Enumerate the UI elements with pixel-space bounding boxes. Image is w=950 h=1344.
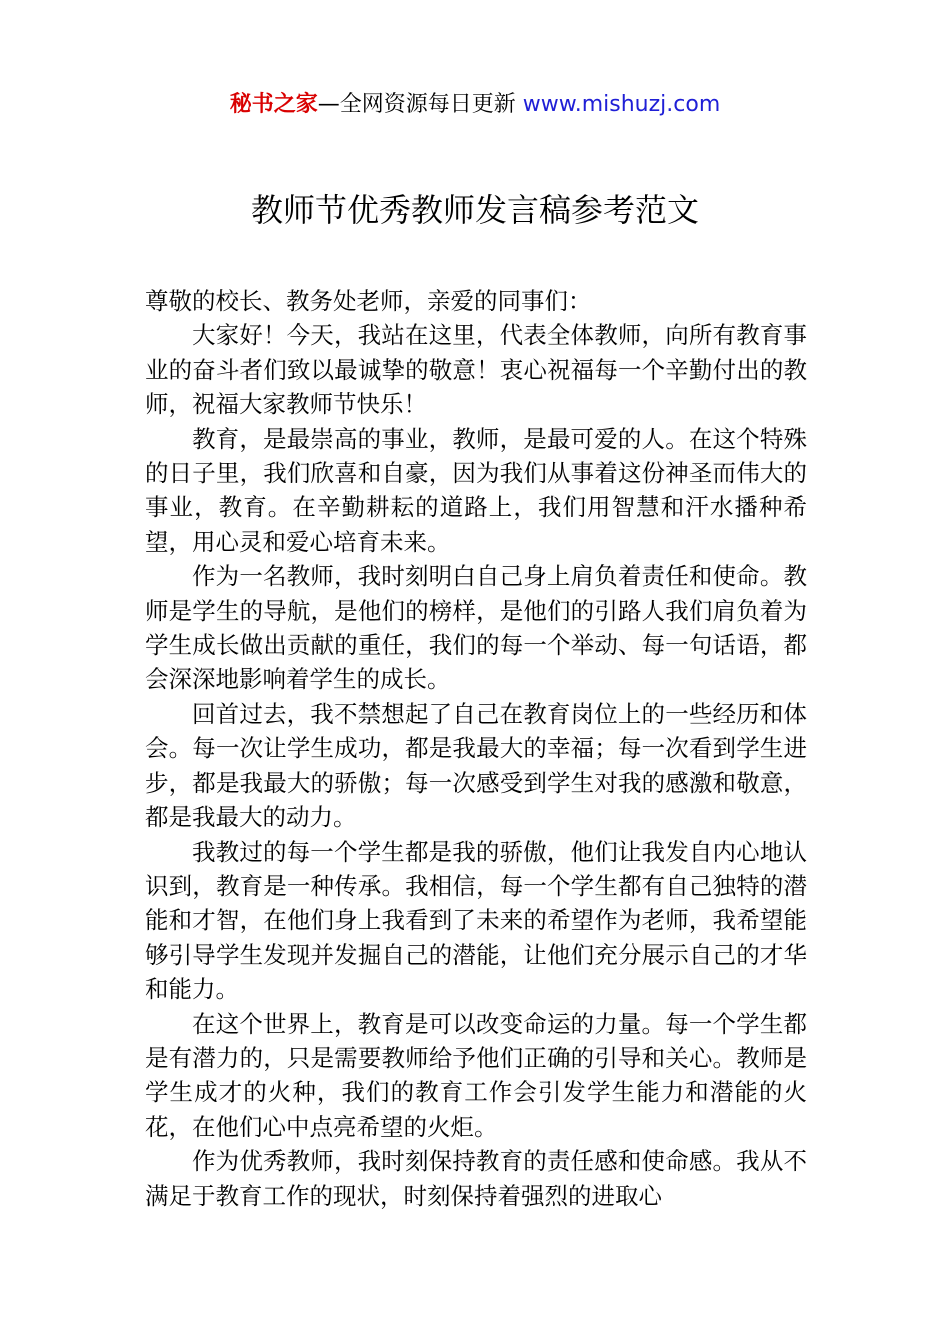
salutation: 尊敬的校长、教务处老师，亲爱的同事们： [145,287,592,315]
paragraph-3: 作为一名教师，我时刻明白自己身上肩负着责任和使命。教师是学生的导航，是他们的榜样，是他们的引路人我们肩负着为学生成长做出贡献的重任，我们的每一个举动、每一句话语，都会深深地影响着学生的成长。 [145,562,807,694]
paragraph-2: 教育，是最崇高的事业，教师，是最可爱的人。在这个特殊的日子里，我们欣喜和自豪，因为我们从事着这份神圣而伟大的事业，教育。在辛勤耕耘的道路上，我们用智慧和汗水播种希望，用心灵和爱心培育未来。 [145,424,807,556]
document-body [145,284,807,1213]
site-url-link[interactable]: www.mishuzj.com [522,92,721,117]
paragraph-4: 回首过去，我不禁想起了自己在教育岗位上的一些经历和体会。每一次让学生成功，都是我最大的幸福；每一次看到学生进步，都是我最大的骄傲；每一次感受到学生对我的感激和敬意，都是我最大的动力。 [145,699,807,832]
paragraph-7: 作为优秀教师，我时刻保持教育的责任感和使命感。我从不满足于教育工作的现状，时刻保持着强烈的进取心 [145,1147,807,1210]
paragraph-5: 我教过的每一个学生都是我的骄傲，他们让我发自内心地认识到，教育是一种传承。我相信，每一个学生都有自己独特的潜能和才智，在他们身上我看到了未来的希望作为老师，我希望能够引导学生发现并发掘自己的潜能，让他们充分展示自己的才华和能力。 [145,837,807,1004]
paragraph-1: 大家好！今天，我站在这里，代表全体教师，向所有教育事业的奋斗者们致以最诚挚的敬意！衷心祝福每一个辛勤付出的教师，祝福大家教师节快乐！ [145,321,807,419]
site-header [0,88,950,122]
paragraph-6: 在这个世界上，教育是可以改变命运的力量。每一个学生都是有潜力的，只是需要教师给予他们正确的引导和关心。教师是学生成才的火种，我们的教育工作会引发学生能力和潜能的火花，在他们心中点亮希望的火炬。 [145,1009,807,1141]
site-brand: 秘书之家 [229,92,318,117]
document-title: 教师节优秀教师发言稿参考范文 [250,191,699,229]
site-tagline: —全网资源每日更新 [317,92,523,117]
